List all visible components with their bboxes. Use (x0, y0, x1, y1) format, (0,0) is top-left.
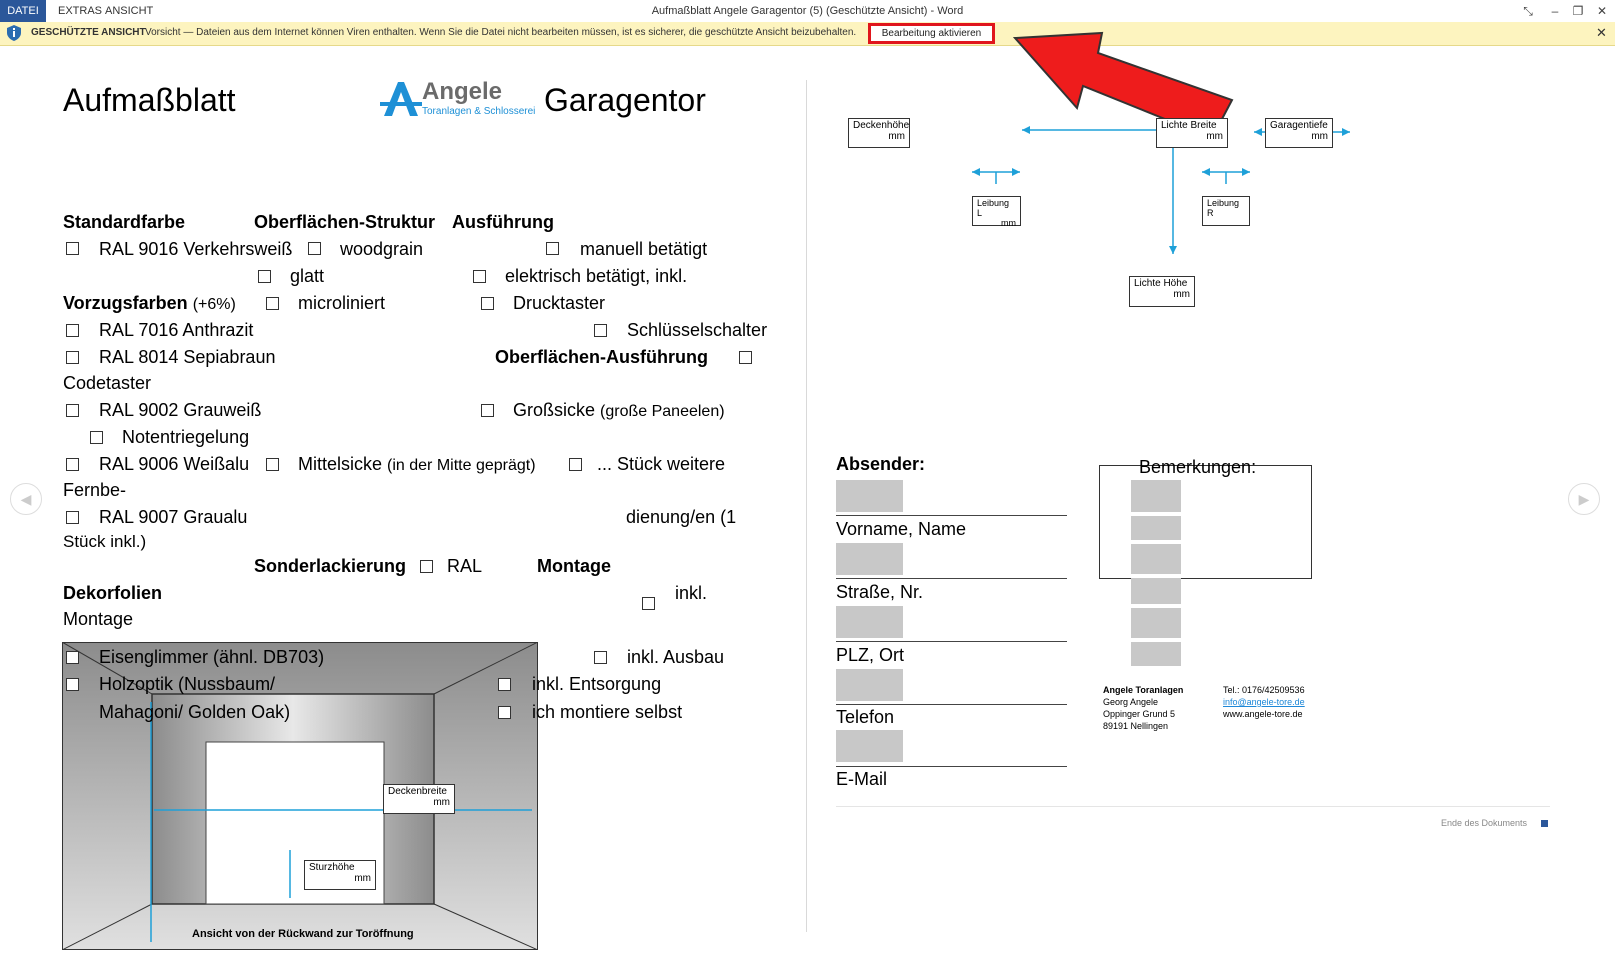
checkbox-selbst[interactable] (498, 706, 511, 719)
garagentiefe-unit: mm (1311, 131, 1328, 142)
logo-name: Angele (422, 78, 503, 105)
checkbox-codetaster[interactable] (739, 351, 752, 364)
label-drucktaster: Drucktaster (513, 293, 606, 313)
label-deckenbreite (383, 784, 455, 814)
checkbox-eisenglimmer[interactable] (66, 651, 79, 664)
page-divider (806, 80, 807, 932)
logo-subtitle: Toranlagen & Schlosserei (422, 106, 536, 117)
heading-montage: Montage (537, 556, 611, 576)
shield-info-icon (7, 25, 21, 41)
label-stueck-weitere: ... Stück weitere (597, 454, 726, 474)
checkbox-schluesselschalter[interactable] (594, 324, 607, 337)
input-name[interactable] (836, 480, 903, 512)
label-schluesselschalter: Schlüsselschalter (627, 320, 768, 340)
doc-title: Aufmaßblatt (63, 82, 236, 118)
label-sturzhoehe (304, 860, 376, 890)
remarks-field-3[interactable] (1131, 544, 1181, 574)
checkbox-mittelsicke[interactable] (266, 458, 279, 471)
heading-dekorfolien: Dekorfolien (63, 583, 163, 603)
checkbox-entsorgung[interactable] (498, 678, 511, 691)
label-ral7016: RAL 7016 Anthrazit (99, 320, 254, 340)
label-eisenglimmer: Eisenglimmer (ähnl. DB703) (99, 647, 325, 667)
checkbox-woodgrain[interactable] (308, 242, 321, 255)
underline-city (836, 641, 1067, 642)
label-street: Straße, Nr. (836, 582, 924, 602)
underline-phone (836, 704, 1067, 705)
label-grosssicke (513, 400, 725, 421)
label-woodgrain: woodgrain (340, 239, 424, 259)
label-holzoptik: Holzoptik (Nussbaum/ (99, 674, 276, 694)
lichte-hoehe-unit: mm (1173, 289, 1190, 300)
label-leibung-r (1202, 196, 1250, 226)
label-fernbe: Fernbe- (63, 480, 127, 500)
label-glatt: glatt (290, 266, 325, 286)
grosssicke-text: Großsicke (513, 400, 596, 420)
lichte-hoehe-text: Lichte Höhe (1134, 278, 1188, 289)
label-ral9002: RAL 9002 Grauweiß (99, 400, 262, 420)
label-microliniert: microliniert (298, 293, 386, 313)
company-name: Angele Toranlagen (1103, 685, 1184, 695)
label-ral9006: RAL 9006 Weißalu (99, 454, 250, 474)
angele-logo-icon (380, 80, 422, 118)
close-icon[interactable]: ✕ (1596, 4, 1608, 18)
window-title: Aufmaßblatt Angele Garagentor (5) (Geschützte Ansicht) - Word (651, 5, 964, 17)
label-selbst: ich montiere selbst (532, 702, 683, 722)
menu-ansicht[interactable]: ANSICHT (105, 5, 154, 17)
input-phone[interactable] (836, 669, 903, 701)
checkbox-glatt[interactable] (258, 270, 271, 283)
remarks-field-1[interactable] (1131, 480, 1181, 512)
remarks-field-6[interactable] (1131, 642, 1181, 666)
protected-view-message: Vorsicht — Dateien aus dem Internet können Viren enthalten. Wenn Sie die Datei nicht bearbeiten müssen, ist es sicherer, die geschützte Ansicht beizubehalten. (145, 27, 857, 38)
remarks-field-4[interactable] (1131, 578, 1181, 604)
heading-ausfuehrung: Ausführung (452, 212, 554, 232)
doc-subtitle: Garagentor (544, 82, 706, 118)
checkbox-holzoptik[interactable] (66, 678, 79, 691)
lichte-breite-text: Lichte Breite (1161, 120, 1217, 131)
tab-file[interactable]: DATEI (0, 0, 46, 22)
heading-vorzugsfarben (63, 293, 236, 314)
label-mittelsicke (298, 454, 536, 475)
checkbox-ral9002[interactable] (66, 404, 79, 417)
input-email[interactable] (836, 730, 903, 762)
company-contact (1223, 684, 1305, 720)
deckenbreite-unit: mm (433, 797, 450, 808)
company-email-link[interactable]: info@angele-tore.de (1223, 697, 1305, 707)
end-marker-square (1541, 820, 1548, 827)
leibung-l-unit: mm (1001, 218, 1016, 228)
label-name: Vorname, Name (836, 519, 967, 539)
company-web: www.angele-tore.de (1223, 709, 1303, 719)
grosssicke-note: (große Paneelen) (600, 403, 725, 420)
underline-email (836, 766, 1067, 767)
heading-standardfarbe: Standardfarbe (63, 212, 186, 232)
checkbox-ral9007[interactable] (66, 511, 79, 524)
label-lichte-breite (1156, 118, 1228, 148)
label-phone: Telefon (836, 707, 895, 727)
label-manuell: manuell betätigt (580, 239, 708, 259)
deckenhoehe-unit: mm (888, 131, 905, 142)
heading-oberflaechen-ausfuehrung: Oberflächen-Ausführung (495, 347, 709, 367)
sturz-unit: mm (354, 873, 371, 884)
input-city[interactable] (836, 606, 903, 638)
checkbox-notentriegelung[interactable] (90, 431, 103, 444)
leibung-r-text: Leibung R (1207, 198, 1240, 218)
deckenbreite-text: Deckenbreite (388, 786, 447, 797)
checkbox-ral8014[interactable] (66, 351, 79, 364)
company-street: Oppinger Grund 5 (1103, 709, 1176, 719)
minimize-icon[interactable]: – (1551, 4, 1559, 18)
label-email: E-Mail (836, 769, 888, 789)
checkbox-elektrisch[interactable] (473, 270, 486, 283)
company-city: 89191 Nellingen (1103, 721, 1169, 731)
checkbox-microliniert[interactable] (266, 297, 279, 310)
underline-name (836, 515, 1067, 516)
label-city: PLZ, Ort (836, 645, 905, 665)
remarks-field-5[interactable] (1131, 608, 1181, 638)
menu-extras[interactable]: EXTRAS (58, 5, 103, 17)
checkbox-ral9016[interactable] (66, 242, 79, 255)
remarks-heading: Bemerkungen: (1139, 457, 1257, 477)
underline-street (836, 578, 1067, 579)
heading-oberflaechen-struktur: Oberflächen-Struktur (254, 212, 436, 232)
label-ral9007: RAL 9007 Graualu (99, 507, 248, 527)
company-info (1103, 684, 1183, 732)
close-bar-icon[interactable]: ✕ (1596, 25, 1607, 40)
remarks-field-2[interactable] (1131, 516, 1181, 540)
protected-view-title: GESCHÜTZTE ANSICHT (31, 27, 146, 38)
label-entsorgung: inkl. Entsorgung (532, 674, 662, 694)
label-deckenhoehe (848, 118, 910, 148)
previous-page-icon[interactable]: ◀ (10, 483, 42, 515)
checkbox-drucktaster[interactable] (481, 297, 494, 310)
input-street[interactable] (836, 543, 903, 575)
vorzug-label: Vorzugsfarben (63, 293, 188, 313)
label-elektrisch: elektrisch betätigt, inkl. (505, 266, 688, 286)
label-holzoptik-2: Mahagoni/ Golden Oak) (99, 702, 291, 722)
checkbox-grosssicke[interactable] (481, 404, 494, 417)
sturz-text: Sturzhöhe (309, 862, 355, 873)
sender-heading: Absender: (836, 454, 926, 474)
next-page-icon[interactable]: ▶ (1568, 483, 1600, 515)
heading-sonderlackierung: Sonderlackierung (254, 556, 407, 576)
checkbox-ral-sonder[interactable] (420, 560, 433, 573)
checkbox-ral7016[interactable] (66, 324, 79, 337)
checkbox-manuell[interactable] (546, 242, 559, 255)
checkbox-ral9006[interactable] (66, 458, 79, 471)
diagram-caption: Ansicht von der Rückwand zur Toröffnung (192, 928, 414, 940)
label-dienung: dienung/en (1 (626, 507, 737, 527)
label-inkl: inkl. (675, 583, 708, 603)
leibung-l-text: Leibung L (977, 198, 1010, 218)
enable-editing-button[interactable]: Bearbeitung aktivieren (868, 23, 995, 44)
mittelsicke-text: Mittelsicke (298, 454, 383, 474)
checkbox-inkl-montage[interactable] (642, 597, 655, 610)
restore-icon[interactable]: ❐ (1572, 4, 1584, 18)
label-inkl-ausbau: inkl. Ausbau (627, 647, 725, 667)
fullscreen-icon[interactable]: ⤡ (1523, 4, 1533, 18)
checkbox-fernbedienung[interactable] (569, 458, 582, 471)
label-garagentiefe (1265, 118, 1333, 148)
mittelsicke-note: (in der Mitte geprägt) (387, 457, 536, 474)
label-ral-sonder: RAL (447, 556, 483, 576)
checkbox-inkl-ausbau[interactable] (594, 651, 607, 664)
label-notentriegelung: Notentriegelung (122, 427, 250, 447)
label-leibung-l (972, 196, 1021, 226)
lichte-breite-unit: mm (1206, 131, 1223, 142)
label-ral9016: RAL 9016 Verkehrsweiß (99, 239, 293, 259)
company-tel: Tel.: 0176/42509536 (1223, 685, 1305, 695)
deckenhoehe-text: Deckenhöhe (853, 120, 910, 131)
label-codetaster: Codetaster (63, 373, 152, 393)
label-ral8014: RAL 8014 Sepiabraun (99, 347, 276, 367)
label-montage: Montage (63, 609, 134, 629)
label-stueck-inkl: Stück inkl.) (63, 532, 147, 551)
vorzug-note: (+6%) (192, 296, 236, 313)
garagentiefe-text: Garagentiefe (1270, 120, 1328, 131)
end-separator (836, 806, 1550, 807)
label-lichte-hoehe (1129, 276, 1195, 307)
title-bar (0, 0, 1615, 22)
company-person: Georg Angele (1103, 697, 1159, 707)
end-of-document: Ende des Dokuments (1441, 818, 1528, 828)
